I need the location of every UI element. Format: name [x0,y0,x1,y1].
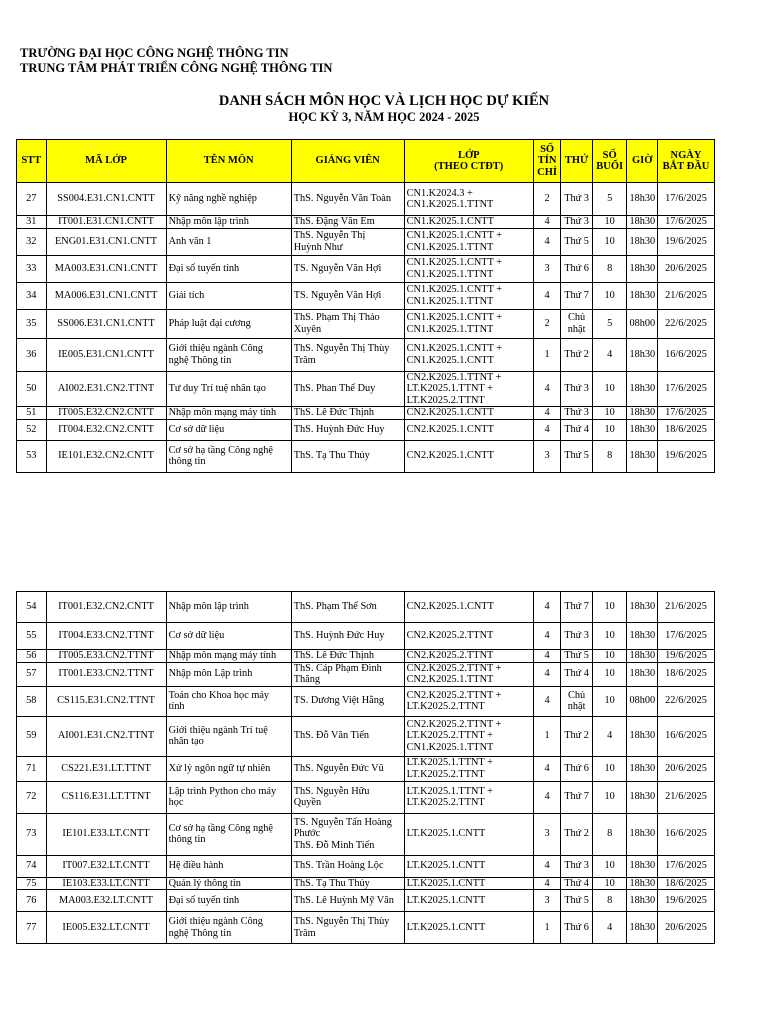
cell-class-code: IE005.E31.CN1.CNTT [46,338,166,371]
cell-time: 18h30 [627,592,658,623]
cell-sessions: 5 [592,309,627,338]
cell-lecturer: TS. Dương Việt Hằng [291,686,404,716]
cell-class-group: LT.K2025.1.TTNT + LT.K2025.2.TTNT [404,756,533,781]
cell-lecturer: ThS. Lê Huỳnh Mỹ Vân [291,890,404,912]
cell-weekday: Thứ 5 [561,440,593,472]
cell-sessions: 4 [592,716,627,756]
cell-lecturer: ThS. Lê Đức Thịnh [291,650,404,663]
cell-start-date: 18/6/2025 [657,662,714,686]
cell-class-group: CN2.K2025.2.TTNT + LT.K2025.2.TTNT [404,686,533,716]
cell-credits: 4 [533,216,560,229]
cell-weekday: Thứ 2 [561,716,593,756]
cell-time: 18h30 [627,623,658,650]
cell-class-group: CN2.K2025.1.TTNT + LT.K2025.1.TTNT + LT.K2025.2.TTNT [404,371,533,407]
cell-start-date: 21/6/2025 [657,781,714,813]
cell-class-group: CN1.K2025.1.CNTT + CN1.K2025.1.TTNT [404,282,533,309]
cell-class-group: CN2.K2025.1.CNTT [404,407,533,420]
table-row [17,756,715,781]
cell-sessions: 10 [592,781,627,813]
cell-weekday: Thứ 3 [561,371,593,407]
cell-course-name: Toán cho Khoa học máy tính [166,686,291,716]
cell-sessions: 10 [592,756,627,781]
cell-credits: 4 [533,781,560,813]
cell-class-code: AI001.E31.CN2.TTNT [46,716,166,756]
cell-credits: 3 [533,813,560,855]
cell-class-code: MA006.E31.CN1.CNTT [46,282,166,309]
table-body [17,183,715,473]
table-row [17,183,715,216]
cell-lecturer: ThS. Phạm Thị Thảo Xuyên [291,309,404,338]
cell-course-name: Giới thiệu ngành Trí tuệ nhân tạo [166,716,291,756]
institution-header [20,46,332,76]
cell-credits: 1 [533,716,560,756]
cell-start-date: 18/6/2025 [657,877,714,890]
table-row [17,623,715,650]
table-row [17,686,715,716]
table-row [17,282,715,309]
cell-course-name: Cơ sở hạ tầng Công nghệ thông tin [166,440,291,472]
cell-lecturer: ThS. Đặng Văn Em [291,216,404,229]
table-row [17,371,715,407]
cell-credits: 4 [533,756,560,781]
table-row [17,813,715,855]
table-row [17,309,715,338]
cell-weekday: Thứ 4 [561,419,593,440]
table-row [17,440,715,472]
cell-class-code: IT001.E31.CN1.CNTT [46,216,166,229]
cell-credits: 1 [533,338,560,371]
cell-lecturer: TS. Nguyễn Tấn Hoàng Phước ThS. Đỗ Minh Tiến [291,813,404,855]
cell-credits: 4 [533,686,560,716]
cell-sessions: 5 [592,183,627,216]
cell-credits: 1 [533,912,560,944]
cell-stt: 54 [17,592,47,623]
table-row [17,781,715,813]
cell-start-date: 17/6/2025 [657,855,714,877]
cell-lecturer: ThS. Nguyễn Đức Vũ [291,756,404,781]
cell-time: 08h00 [627,309,658,338]
cell-class-code: MA003.E32.LT.CNTT [46,890,166,912]
cell-credits: 4 [533,371,560,407]
cell-course-name: Nhập môn Lập trình [166,662,291,686]
cell-class-code: MA003.E31.CN1.CNTT [46,255,166,282]
cell-credits: 4 [533,650,560,663]
cell-class-group: CN1.K2025.1.CNTT + CN1.K2025.1.CNTT [404,338,533,371]
cell-lecturer: ThS. Tạ Thu Thủy [291,877,404,890]
cell-lecturer: TS. Nguyễn Văn Hợi [291,255,404,282]
cell-start-date: 19/6/2025 [657,650,714,663]
cell-class-code: AI002.E31.CN2.TTNT [46,371,166,407]
cell-credits: 4 [533,407,560,420]
cell-class-code: CS116.E31.LT.TTNT [46,781,166,813]
cell-start-date: 20/6/2025 [657,756,714,781]
table-header-row [17,140,715,183]
cell-sessions: 10 [592,662,627,686]
cell-start-date: 18/6/2025 [657,419,714,440]
cell-course-name: Pháp luật đại cương [166,309,291,338]
cell-lecturer: ThS. Lê Đức Thịnh [291,407,404,420]
table-row [17,228,715,255]
cell-lecturer: ThS. Nguyễn Thị Huỳnh Như [291,228,404,255]
cell-class-code: SS006.E31.CN1.CNTT [46,309,166,338]
cell-stt: 36 [17,338,47,371]
cell-class-code: CS221.E31.LT.TTNT [46,756,166,781]
cell-time: 18h30 [627,440,658,472]
cell-sessions: 10 [592,371,627,407]
cell-weekday: Thứ 3 [561,407,593,420]
cell-time: 18h30 [627,371,658,407]
cell-lecturer: ThS. Cáp Phạm Đình Thăng [291,662,404,686]
cell-sessions: 8 [592,890,627,912]
cell-stt: 58 [17,686,47,716]
cell-sessions: 10 [592,282,627,309]
cell-start-date: 19/6/2025 [657,228,714,255]
cell-class-group: CN2.K2025.2.TTNT + LT.K2025.2.TTNT + CN1.K2025.1.TTNT [404,716,533,756]
cell-sessions: 8 [592,813,627,855]
cell-class-group: CN2.K2025.2.TTNT [404,650,533,663]
cell-lecturer: ThS. Nguyễn Văn Toàn [291,183,404,216]
cell-stt: 31 [17,216,47,229]
cell-time: 18h30 [627,183,658,216]
cell-time: 18h30 [627,716,658,756]
cell-time: 18h30 [627,216,658,229]
cell-class-code: IT004.E32.CN2.CNTT [46,419,166,440]
center-name: TRUNG TÂM PHÁT TRIỂN CÔNG NGHỆ THÔNG TIN [20,61,333,75]
cell-credits: 2 [533,309,560,338]
schedule-table-1 [16,139,715,473]
cell-stt: 57 [17,662,47,686]
table-row [17,877,715,890]
cell-start-date: 16/6/2025 [657,338,714,371]
cell-credits: 4 [533,662,560,686]
cell-class-code: IT001.E33.CN2.TTNT [46,662,166,686]
cell-time: 18h30 [627,813,658,855]
cell-start-date: 17/6/2025 [657,407,714,420]
cell-stt: 52 [17,419,47,440]
document-subtitle: HỌC KỲ 3, NĂM HỌC 2024 - 2025 [288,110,480,124]
column-header-weekday: THỨ [561,140,593,183]
cell-class-group: CN2.K2025.1.CNTT [404,419,533,440]
table-row [17,216,715,229]
cell-weekday: Thứ 7 [561,592,593,623]
cell-lecturer: ThS. Phan Thế Duy [291,371,404,407]
cell-weekday: Thứ 6 [561,255,593,282]
cell-class-code: IT007.E32.LT.CNTT [46,855,166,877]
cell-course-name: Giới thiệu ngành Công nghệ Thông tin [166,338,291,371]
cell-weekday: Thứ 3 [561,216,593,229]
cell-lecturer: ThS. Nguyễn Thị Thùy Trâm [291,338,404,371]
cell-stt: 27 [17,183,47,216]
cell-start-date: 17/6/2025 [657,623,714,650]
cell-stt: 34 [17,282,47,309]
cell-class-group: CN1.K2025.1.CNTT [404,216,533,229]
cell-class-group: CN2.K2025.2.TTNT [404,623,533,650]
cell-credits: 4 [533,419,560,440]
cell-credits: 4 [533,228,560,255]
cell-stt: 75 [17,877,47,890]
cell-weekday: Thứ 4 [561,877,593,890]
cell-class-group: CN1.K2025.1.CNTT + CN1.K2025.1.TTNT [404,228,533,255]
cell-course-name: Tư duy Trí tuệ nhân tạo [166,371,291,407]
cell-time: 18h30 [627,912,658,944]
cell-start-date: 21/6/2025 [657,592,714,623]
cell-stt: 50 [17,371,47,407]
cell-sessions: 10 [592,228,627,255]
cell-lecturer: ThS. Tạ Thu Thủy [291,440,404,472]
table-row [17,716,715,756]
cell-class-group: CN2.K2025.2.TTNT + CN2.K2025.1.TTNT [404,662,533,686]
cell-weekday: Thứ 7 [561,781,593,813]
cell-sessions: 4 [592,912,627,944]
cell-lecturer: TS. Nguyễn Văn Hợi [291,282,404,309]
cell-start-date: 20/6/2025 [657,255,714,282]
cell-lecturer: ThS. Huỳnh Đức Huy [291,623,404,650]
cell-weekday: Chủ nhật [561,309,593,338]
table-row [17,407,715,420]
cell-class-code: CS115.E31.CN2.TTNT [46,686,166,716]
cell-sessions: 10 [592,623,627,650]
cell-time: 18h30 [627,890,658,912]
cell-time: 08h00 [627,686,658,716]
cell-stt: 53 [17,440,47,472]
table-row [17,890,715,912]
cell-weekday: Thứ 2 [561,338,593,371]
cell-weekday: Thứ 5 [561,650,593,663]
cell-start-date: 17/6/2025 [657,183,714,216]
document-title: DANH SÁCH MÔN HỌC VÀ LỊCH HỌC DỰ KIẾN [218,93,550,109]
cell-credits: 3 [533,440,560,472]
cell-start-date: 19/6/2025 [657,890,714,912]
cell-class-group: LT.K2025.1.CNTT [404,877,533,890]
cell-weekday: Thứ 5 [561,228,593,255]
cell-time: 18h30 [627,228,658,255]
cell-credits: 3 [533,890,560,912]
cell-lecturer: ThS. Đỗ Văn Tiến [291,716,404,756]
cell-course-name: Cơ sở dữ liệu [166,623,291,650]
cell-time: 18h30 [627,255,658,282]
cell-credits: 4 [533,623,560,650]
cell-sessions: 10 [592,877,627,890]
column-header-lecturer: GIẢNG VIÊN [291,140,404,183]
cell-class-code: IT005.E32.CN2.CNTT [46,407,166,420]
cell-class-group: LT.K2025.1.CNTT [404,890,533,912]
cell-time: 18h30 [627,756,658,781]
cell-sessions: 10 [592,592,627,623]
cell-course-name: Nhập môn mạng máy tính [166,650,291,663]
cell-class-code: ENG01.E31.CN1.CNTT [46,228,166,255]
cell-sessions: 10 [592,216,627,229]
cell-start-date: 22/6/2025 [657,309,714,338]
cell-stt: 74 [17,855,47,877]
cell-course-name: Xử lý ngôn ngữ tự nhiên [166,756,291,781]
cell-stt: 72 [17,781,47,813]
cell-weekday: Thứ 6 [561,756,593,781]
cell-course-name: Nhập môn mạng máy tính [166,407,291,420]
cell-lecturer: ThS. Nguyễn Thị Thùy Trâm [291,912,404,944]
cell-weekday: Chủ nhật [561,686,593,716]
cell-weekday: Thứ 5 [561,890,593,912]
cell-course-name: Kỹ năng nghề nghiệp [166,183,291,216]
cell-start-date: 21/6/2025 [657,282,714,309]
university-name: TRƯỜNG ĐẠI HỌC CÔNG NGHỆ THÔNG TIN [20,46,289,60]
cell-stt: 32 [17,228,47,255]
cell-class-group: LT.K2025.1.TTNT + LT.K2025.2.TTNT [404,781,533,813]
cell-start-date: 19/6/2025 [657,440,714,472]
table-row [17,255,715,282]
cell-credits: 4 [533,282,560,309]
cell-stt: 73 [17,813,47,855]
cell-course-name: Nhập môn lập trình [166,592,291,623]
cell-class-code: IE101.E32.CN2.CNTT [46,440,166,472]
column-header-sessions: SỐ BUỔI [592,140,627,183]
cell-weekday: Thứ 4 [561,662,593,686]
cell-credits: 3 [533,255,560,282]
column-header-course-name: TÊN MÔN [166,140,291,183]
cell-class-code: SS004.E31.CN1.CNTT [46,183,166,216]
cell-course-name: Đại số tuyến tính [166,890,291,912]
cell-start-date: 20/6/2025 [657,912,714,944]
cell-weekday: Thứ 3 [561,183,593,216]
cell-course-name: Nhập môn lập trình [166,216,291,229]
cell-class-code: IT004.E33.CN2.TTNT [46,623,166,650]
cell-class-group: CN1.K2025.1.CNTT + CN1.K2025.1.TTNT [404,309,533,338]
cell-class-group: CN2.K2025.1.CNTT [404,592,533,623]
cell-credits: 4 [533,855,560,877]
cell-start-date: 16/6/2025 [657,716,714,756]
cell-time: 18h30 [627,338,658,371]
cell-stt: 51 [17,407,47,420]
column-header-time: GIỜ [627,140,658,183]
cell-weekday: Thứ 6 [561,912,593,944]
cell-start-date: 22/6/2025 [657,686,714,716]
cell-weekday: Thứ 3 [561,855,593,877]
cell-time: 18h30 [627,877,658,890]
cell-sessions: 8 [592,255,627,282]
cell-time: 18h30 [627,662,658,686]
cell-sessions: 8 [592,440,627,472]
cell-time: 18h30 [627,781,658,813]
cell-lecturer: ThS. Nguyễn Hữu Quyền [291,781,404,813]
cell-stt: 77 [17,912,47,944]
cell-class-group: CN1.K2024.3 + CN1.K2025.1.TTNT [404,183,533,216]
cell-class-group: LT.K2025.1.CNTT [404,855,533,877]
cell-course-name: Hệ điều hành [166,855,291,877]
cell-credits: 4 [533,592,560,623]
table-row [17,912,715,944]
cell-time: 18h30 [627,650,658,663]
cell-credits: 2 [533,183,560,216]
cell-stt: 59 [17,716,47,756]
cell-class-group: CN2.K2025.1.CNTT [404,440,533,472]
cell-lecturer: ThS. Huỳnh Đức Huy [291,419,404,440]
cell-course-name: Anh văn 1 [166,228,291,255]
cell-sessions: 10 [592,650,627,663]
cell-class-code: IE101.E33.LT.CNTT [46,813,166,855]
cell-sessions: 4 [592,338,627,371]
cell-stt: 71 [17,756,47,781]
cell-class-group: CN1.K2025.1.CNTT + CN1.K2025.1.TTNT [404,255,533,282]
column-header-credits: SỐ TÍN CHỈ [533,140,560,183]
cell-course-name: Cơ sở dữ liệu [166,419,291,440]
cell-weekday: Thứ 2 [561,813,593,855]
cell-time: 18h30 [627,282,658,309]
table-body [17,592,715,944]
cell-lecturer: ThS. Trần Hoàng Lộc [291,855,404,877]
cell-course-name: Đại số tuyến tính [166,255,291,282]
cell-class-code: IT005.E33.CN2.TTNT [46,650,166,663]
cell-sessions: 10 [592,855,627,877]
cell-time: 18h30 [627,407,658,420]
cell-start-date: 17/6/2025 [657,216,714,229]
table-row [17,419,715,440]
cell-course-name: Cơ sở hạ tầng Công nghệ thông tin [166,813,291,855]
table-row [17,592,715,623]
cell-stt: 55 [17,623,47,650]
cell-class-code: IE103.E33.LT.CNTT [46,877,166,890]
cell-weekday: Thứ 3 [561,623,593,650]
column-header-start-date: NGÀY BẮT ĐẦU [657,140,714,183]
column-header-class-group: LỚP (THEO CTĐT) [404,140,533,183]
cell-course-name: Giải tích [166,282,291,309]
cell-stt: 76 [17,890,47,912]
cell-course-name: Giới thiệu ngành Công nghệ Thông tin [166,912,291,944]
cell-class-code: IT001.E32.CN2.CNTT [46,592,166,623]
schedule-table-2 [16,591,715,944]
cell-start-date: 16/6/2025 [657,813,714,855]
cell-start-date: 17/6/2025 [657,371,714,407]
cell-class-group: LT.K2025.1.CNTT [404,912,533,944]
table-row [17,662,715,686]
cell-sessions: 10 [592,419,627,440]
cell-stt: 33 [17,255,47,282]
table-row [17,650,715,663]
cell-credits: 4 [533,877,560,890]
cell-sessions: 10 [592,407,627,420]
cell-time: 18h30 [627,855,658,877]
cell-class-group: LT.K2025.1.CNTT [404,813,533,855]
cell-weekday: Thứ 7 [561,282,593,309]
cell-stt: 56 [17,650,47,663]
cell-time: 18h30 [627,419,658,440]
cell-stt: 35 [17,309,47,338]
table-row [17,855,715,877]
table-row [17,338,715,371]
cell-sessions: 10 [592,686,627,716]
cell-course-name: Quản lý thông tin [166,877,291,890]
cell-course-name: Lập trình Python cho máy học [166,781,291,813]
cell-lecturer: ThS. Phạm Thế Sơn [291,592,404,623]
column-header-stt: STT [17,140,47,183]
column-header-class-code: MÃ LỚP [46,140,166,183]
cell-class-code: IE005.E32.LT.CNTT [46,912,166,944]
